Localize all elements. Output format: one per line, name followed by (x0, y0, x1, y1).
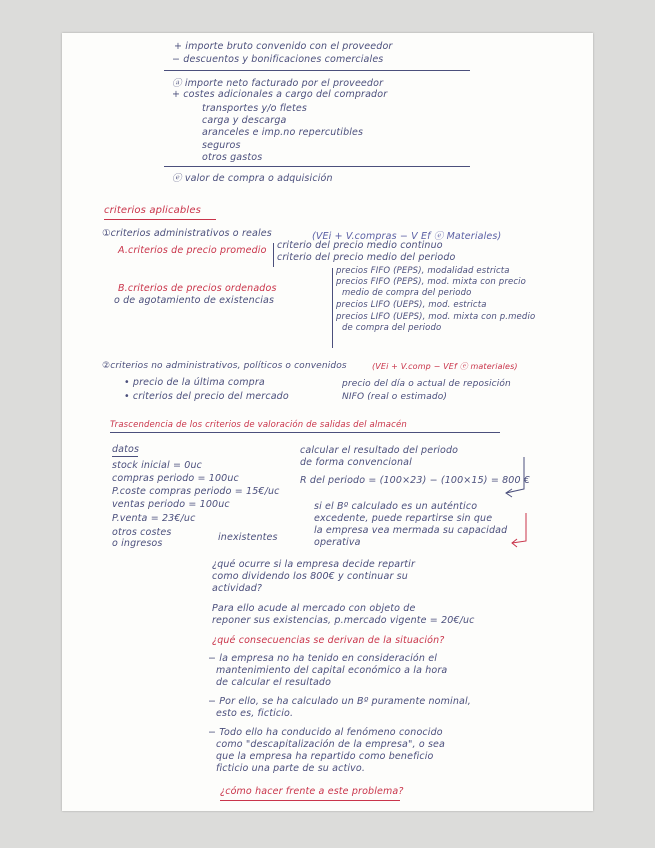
answer-1-line-2: reponer sus existencias, p.mercado vigente = 20€/uc (212, 615, 475, 626)
line-costes-adicionales: + costes adicionales a cargo del comprador (172, 89, 388, 100)
question-3-underline (220, 800, 400, 801)
calc-note-3: la empresa vea mermada su capacidad (314, 525, 508, 536)
criterio-2-item-1: • precio de la última compra (124, 377, 265, 388)
calc-line-2: de forma convencional (300, 457, 412, 468)
arrow-annotation (502, 453, 542, 553)
criterio-1-formula: (VEi + V.compras − V Ef ⓔ Materiales) (312, 231, 502, 242)
criterio-b-item-1: precios FIFO (PEPS), modalidad estricta (336, 266, 510, 276)
question-1-line-3: actividad? (212, 583, 263, 594)
criterio-b-label-2: o de agotamiento de existencias (114, 295, 275, 306)
calc-note-1: si el Bº calculado es un auténtico (314, 501, 478, 512)
datos-title: datos (112, 444, 140, 455)
criterio-a-item-2: criterio del precio medio del periodo (277, 252, 456, 263)
line-carga: carga y descarga (202, 115, 287, 126)
question-2: ¿qué consecuencias se derivan de la situación? (212, 635, 445, 646)
criterio-2-title: ②criterios no administrativos, políticos o convenidos (102, 361, 347, 371)
question-1-line-2: como dividendo los 800€ y continuar su (212, 571, 408, 582)
line-seguros: seguros (202, 140, 241, 151)
line-descuentos: − descuentos y bonificaciones comerciales (172, 54, 384, 65)
dato-otros-costes: otros costes (112, 527, 172, 538)
brace (332, 268, 333, 348)
question-1-line-1: ¿qué ocurre si la empresa decide repartir (212, 559, 416, 570)
answer-4-line-2: como "descapitalización de la empresa", o sea (216, 739, 446, 750)
dato-compras: compras periodo = 100uc (112, 473, 239, 484)
criterio-2-subitem-2: NIFO (real o estimado) (342, 392, 448, 402)
calc-note-4: operativa (314, 537, 361, 548)
criterio-b-item-6: de compra del periodo (342, 323, 442, 333)
answer-4-line-3: que la empresa ha repartido como beneficio (216, 751, 434, 762)
criterio-b-label-1: B.criterios de precios ordenados (118, 283, 277, 294)
answer-2-line-1: − la empresa no ha tenido en consideración el (208, 653, 438, 664)
criterio-b-item-5: precios LIFO (UEPS), mod. mixta con p.medio (336, 312, 536, 322)
dato-pventa: P.venta = 23€/uc (112, 513, 196, 524)
criterio-b-item-2: precios FIFO (PEPS), mod. mixta con precio (336, 277, 527, 287)
line-aranceles: aranceles e imp.no repercutibles (202, 127, 364, 138)
criterio-a-label: A.criterios de precio promedio (118, 245, 267, 256)
criterio-1-title: ①criterios administrativos o reales (102, 228, 272, 239)
answer-1-line-1: Para ello acude al mercado con objeto de (212, 603, 416, 614)
heading-criterios: criterios aplicables (104, 205, 202, 216)
dato-pcoste: P.coste compras periodo = 15€/uc (112, 486, 280, 497)
line-valor-compra: ⓔ valor de compra o adquisición (172, 173, 333, 184)
criterio-2-formula: (VEi + V.comp − VEf ⓔ materiales) (372, 362, 518, 371)
question-3: ¿cómo hacer frente a este problema? (220, 786, 404, 797)
separator-line (164, 70, 470, 71)
brace (273, 243, 274, 267)
datos-underline (112, 456, 138, 457)
criterio-2-item-2: • criterios del precio del mercado (124, 391, 289, 402)
answer-2-line-2: mantenimiento del capital económico a la hora (216, 665, 448, 676)
answer-4-line-4: ficticio una parte de su activo. (216, 763, 366, 774)
dato-stock: stock inicial = 0uc (112, 460, 202, 471)
line-otros-gastos: otros gastos (202, 152, 263, 163)
notebook-page (62, 33, 593, 811)
line-transportes: transportes y/o fletes (202, 103, 308, 114)
separator-line (164, 166, 470, 167)
answer-4-line-1: − Todo ello ha conducido al fenómeno conocido (208, 727, 443, 738)
calc-line-1: calcular el resultado del periodo (300, 445, 459, 456)
calc-result: R del periodo = (100×23) − (100×15) = 800 € (300, 475, 531, 486)
criterio-a-item-1: criterio del precio medio continuo (277, 240, 443, 251)
criterio-b-item-3: medio de compra del periodo (342, 288, 472, 298)
answer-3-line-2: esto es, ficticio. (216, 708, 294, 719)
calc-note-2: excedente, puede repartirse sin que (314, 513, 493, 524)
dato-ventas: ventas periodo = 100uc (112, 499, 230, 510)
dato-inexistentes: inexistentes (218, 532, 278, 543)
criterio-b-item-4: precios LIFO (UEPS), mod. estricta (336, 300, 487, 310)
heading-underline (104, 219, 216, 220)
heading-trascendencia: Trascendencia de los criterios de valoración de salidas del almacén (110, 420, 407, 430)
criterio-2-subitem-1: precio del día o actual de reposición (342, 379, 511, 389)
line-importe-neto: ⓐ importe neto facturado por el proveedor (172, 78, 384, 89)
heading-underline (110, 432, 500, 433)
answer-2-line-3: de calcular el resultado (216, 677, 332, 688)
dato-ingresos: o ingresos (112, 538, 163, 549)
line-importe-bruto: + importe bruto convenido con el proveedor (174, 41, 393, 52)
answer-3-line-1: − Por ello, se ha calculado un Bº puramente nominal, (208, 696, 471, 707)
